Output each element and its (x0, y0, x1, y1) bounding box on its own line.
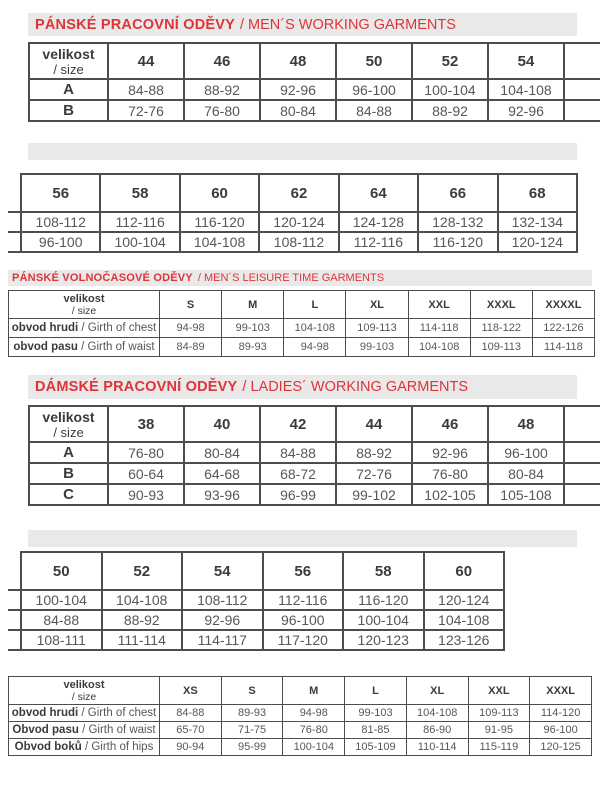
table-ladies-working-sizes-38-48 (28, 405, 600, 506)
size-range-cell: 92-96 (182, 610, 263, 630)
size-range-cell: 104-108 (180, 232, 259, 252)
size-range-cell: 95-99 (221, 739, 283, 756)
size-range-cell: 80-84 (260, 100, 336, 121)
row-label: B (29, 100, 108, 121)
section-header-mens-working (28, 13, 577, 36)
clipped-column (564, 442, 600, 463)
size-range-cell: 65-70 (160, 722, 222, 739)
size-range-cell: 120-125 (530, 739, 592, 756)
section-title-czech: DÁMSKÉ PRACOVNÍ ODĚVY (35, 379, 238, 395)
row-label: A (29, 79, 108, 100)
column-header: 64 (339, 174, 418, 212)
size-range-cell: 104-108 (408, 338, 470, 357)
size-range-cell: 84-89 (160, 338, 222, 357)
corner-cell (9, 291, 160, 319)
corner-label-czech: velikost (42, 45, 95, 62)
column-header: 40 (184, 406, 260, 442)
clipped-stub-cell (8, 212, 21, 232)
clipped-column (564, 406, 600, 442)
size-range-cell: 99-103 (345, 705, 407, 722)
size-range-cell: 120-124 (259, 212, 338, 232)
measurement-label-english: / Girth of waist (77, 341, 155, 353)
table-row (8, 610, 504, 630)
size-range-cell: 64-68 (184, 463, 260, 484)
clipped-column (564, 463, 600, 484)
measurement-label (9, 705, 160, 722)
size-range-cell: 84-88 (260, 442, 336, 463)
size-range-cell: 123-126 (424, 630, 505, 650)
size-range-cell: 105-108 (488, 484, 564, 505)
size-range-cell: 112-116 (100, 212, 179, 232)
size-range-cell: 96-99 (260, 484, 336, 505)
column-header: 46 (184, 43, 260, 79)
size-range-cell: 109-113 (346, 319, 408, 338)
column-header: 58 (343, 552, 424, 590)
column-header: M (222, 291, 284, 319)
column-header: M (283, 677, 345, 705)
column-header: 42 (260, 406, 336, 442)
table-row (9, 739, 592, 756)
size-range-cell: 100-104 (100, 232, 179, 252)
size-range-cell: 100-104 (21, 590, 102, 610)
size-range-cell: 104-108 (102, 590, 183, 610)
size-range-cell: 92-96 (488, 100, 564, 121)
size-range-cell: 100-104 (343, 610, 424, 630)
size-range-cell: 118-122 (470, 319, 532, 338)
column-header: 60 (424, 552, 505, 590)
size-range-cell: 111-114 (102, 630, 183, 650)
column-header: 48 (488, 406, 564, 442)
table-mens-working-sizes-44-54 (28, 42, 600, 122)
size-range-cell: 99-103 (346, 338, 408, 357)
size-range-cell: 92-96 (260, 79, 336, 100)
size-range-cell: 76-80 (184, 100, 260, 121)
size-range-cell: 76-80 (283, 722, 345, 739)
table-row (29, 463, 600, 484)
corner-label-english: / size (53, 61, 84, 77)
size-range-cell: 89-93 (221, 705, 283, 722)
size-range-cell: 88-92 (412, 100, 488, 121)
size-range-cell: 100-104 (283, 739, 345, 756)
clipped-stub-cell (8, 590, 21, 610)
column-header: 44 (336, 406, 412, 442)
size-range-cell: 128-132 (418, 212, 497, 232)
separator-band-ladies (28, 530, 577, 547)
clipped-stub-cell (8, 174, 21, 212)
size-range-cell: 122-126 (532, 319, 594, 338)
size-range-cell: 96-100 (336, 79, 412, 100)
measurement-label-english: / Girth of chest (78, 707, 157, 719)
size-range-cell: 86-90 (406, 722, 468, 739)
header-row (8, 174, 577, 212)
size-range-cell: 99-102 (336, 484, 412, 505)
header-row (8, 552, 504, 590)
size-range-cell: 99-103 (222, 319, 284, 338)
size-range-cell: 94-98 (284, 338, 346, 357)
measurement-label-english: / Girth of chest (78, 322, 157, 334)
measurement-label (9, 739, 160, 756)
size-range-cell: 116-120 (418, 232, 497, 252)
clipped-column (564, 100, 600, 121)
column-header: 58 (100, 174, 179, 212)
column-header: 66 (418, 174, 497, 212)
size-range-cell: 94-98 (160, 319, 222, 338)
column-header: XXL (408, 291, 470, 319)
size-range-cell: 109-113 (470, 338, 532, 357)
size-range-cell: 104-108 (488, 79, 564, 100)
column-header: 56 (21, 174, 100, 212)
size-range-cell: 116-120 (343, 590, 424, 610)
header-row (29, 406, 600, 442)
size-range-cell: 104-108 (284, 319, 346, 338)
column-header: XXXXL (532, 291, 594, 319)
size-range-cell: 76-80 (412, 463, 488, 484)
row-label: C (29, 484, 108, 505)
size-range-cell: 84-88 (108, 79, 184, 100)
section-title-english: / MEN´S WORKING GARMENTS (240, 16, 456, 33)
column-header: 38 (108, 406, 184, 442)
column-header: 52 (102, 552, 183, 590)
size-range-cell: 108-112 (21, 212, 100, 232)
clipped-column (564, 79, 600, 100)
corner-label-english: / size (53, 424, 84, 440)
size-range-cell: 88-92 (336, 442, 412, 463)
corner-label-czech: velikost (63, 292, 105, 305)
table-row (29, 100, 600, 121)
size-range-cell: 114-120 (530, 705, 592, 722)
measurement-label (9, 338, 160, 357)
column-header: 52 (412, 43, 488, 79)
size-range-cell: 109-113 (468, 705, 530, 722)
size-range-cell: 115-119 (468, 739, 530, 756)
size-range-cell: 117-120 (263, 630, 344, 650)
clipped-stub-cell (8, 552, 21, 590)
corner-label-english: / size (71, 304, 97, 317)
size-range-cell: 89-93 (222, 338, 284, 357)
table-row (9, 338, 595, 357)
section-title-czech: PÁNSKÉ PRACOVNÍ ODĚVY (35, 16, 235, 33)
column-header: XL (406, 677, 468, 705)
column-header: XXXL (530, 677, 592, 705)
size-range-cell: 91-95 (468, 722, 530, 739)
size-range-cell: 71-75 (221, 722, 283, 739)
column-header: 62 (259, 174, 338, 212)
size-range-cell: 93-96 (184, 484, 260, 505)
size-range-cell: 120-124 (424, 590, 505, 610)
size-range-cell: 108-111 (21, 630, 102, 650)
size-range-cell: 76-80 (108, 442, 184, 463)
corner-cell (29, 43, 108, 79)
size-range-cell: 114-117 (182, 630, 263, 650)
measurement-label-czech: Obvod pasu (12, 724, 79, 736)
table-ladies-working-sizes-50-60 (8, 551, 505, 651)
column-header: L (284, 291, 346, 319)
size-range-cell: 72-76 (108, 100, 184, 121)
corner-cell (29, 406, 108, 442)
table-row (9, 722, 592, 739)
size-range-cell: 88-92 (102, 610, 183, 630)
column-header: 46 (412, 406, 488, 442)
corner-cell (9, 677, 160, 705)
measurement-label-czech: obvod hrudi (11, 707, 79, 719)
section-title-czech: PÁNSKÉ VOLNOČASOVÉ ODĚVY (12, 272, 193, 284)
table-row (29, 442, 600, 463)
measurement-label-czech: Obvod boků (14, 741, 82, 753)
header-row (9, 291, 595, 319)
size-range-cell: 81-85 (345, 722, 407, 739)
size-range-cell: 105-109 (345, 739, 407, 756)
column-header: S (160, 291, 222, 319)
column-header: XXL (468, 677, 530, 705)
size-range-cell: 84-88 (160, 705, 222, 722)
size-range-cell: 96-100 (21, 232, 100, 252)
size-range-cell: 90-93 (108, 484, 184, 505)
size-range-cell: 114-118 (532, 338, 594, 357)
table-ladies-leisure-sizes (8, 676, 592, 756)
size-range-cell: 114-118 (408, 319, 470, 338)
section-header-mens-leisure (8, 270, 592, 286)
measurement-label-czech: obvod hrudi (11, 322, 79, 334)
table-mens-working-sizes-56-68 (8, 173, 578, 253)
measurement-label (9, 722, 160, 739)
size-range-cell: 104-108 (406, 705, 468, 722)
header-row (9, 677, 592, 705)
table-row (8, 590, 504, 610)
table-row (9, 319, 595, 338)
corner-label-czech: velikost (63, 678, 105, 691)
column-header: S (221, 677, 283, 705)
size-range-cell: 90-94 (160, 739, 222, 756)
size-range-cell: 120-124 (498, 232, 577, 252)
size-range-cell: 92-96 (412, 442, 488, 463)
column-header: XXXL (470, 291, 532, 319)
size-range-cell: 60-64 (108, 463, 184, 484)
size-range-cell: 112-116 (263, 590, 344, 610)
clipped-stub-cell (8, 610, 21, 630)
size-range-cell: 120-123 (343, 630, 424, 650)
table-row (8, 212, 577, 232)
column-header: 50 (21, 552, 102, 590)
size-range-cell: 94-98 (283, 705, 345, 722)
size-range-cell: 110-114 (406, 739, 468, 756)
measurement-label (9, 319, 160, 338)
clipped-stub-cell (8, 630, 21, 650)
column-header: 50 (336, 43, 412, 79)
measurement-label-czech: obvod pasu (13, 341, 78, 353)
column-header: 60 (180, 174, 259, 212)
row-label: B (29, 463, 108, 484)
clipped-column (564, 484, 600, 505)
column-header: XL (346, 291, 408, 319)
column-header: 54 (488, 43, 564, 79)
column-header: 54 (182, 552, 263, 590)
table-row (9, 705, 592, 722)
column-header: XS (160, 677, 222, 705)
size-range-cell: 132-134 (498, 212, 577, 232)
table-row (29, 484, 600, 505)
separator-band-mens (28, 143, 577, 160)
size-range-cell: 80-84 (488, 463, 564, 484)
table-row (8, 630, 504, 650)
size-range-cell: 96-100 (488, 442, 564, 463)
size-range-cell: 68-72 (260, 463, 336, 484)
size-range-cell: 88-92 (184, 79, 260, 100)
table-row (29, 79, 600, 100)
column-header: L (345, 677, 407, 705)
size-range-cell: 80-84 (184, 442, 260, 463)
table-mens-leisure-sizes (8, 290, 595, 357)
corner-label-english: / size (71, 690, 97, 703)
size-range-cell: 104-108 (424, 610, 505, 630)
clipped-column (564, 43, 600, 79)
size-range-cell: 124-128 (339, 212, 418, 232)
size-range-cell: 100-104 (412, 79, 488, 100)
size-range-cell: 112-116 (339, 232, 418, 252)
clipped-stub-cell (8, 232, 21, 252)
row-label: A (29, 442, 108, 463)
size-range-cell: 102-105 (412, 484, 488, 505)
header-row (29, 43, 600, 79)
corner-label-czech: velikost (42, 408, 95, 425)
section-title-english: / LADIES´ WORKING GARMENTS (242, 379, 468, 395)
column-header: 48 (260, 43, 336, 79)
column-header: 56 (263, 552, 344, 590)
section-title-english: / MEN´S LEISURE TIME GARMENTS (197, 272, 385, 284)
table-row (8, 232, 577, 252)
size-range-cell: 96-100 (263, 610, 344, 630)
measurement-label-english: / Girth of waist (78, 724, 156, 736)
section-header-ladies-working (28, 375, 577, 399)
column-header: 44 (108, 43, 184, 79)
size-range-cell: 116-120 (180, 212, 259, 232)
size-range-cell: 84-88 (336, 100, 412, 121)
size-range-cell: 84-88 (21, 610, 102, 630)
size-range-cell: 96-100 (530, 722, 592, 739)
size-range-cell: 108-112 (259, 232, 338, 252)
column-header: 68 (498, 174, 577, 212)
size-range-cell: 108-112 (182, 590, 263, 610)
size-range-cell: 72-76 (336, 463, 412, 484)
measurement-label-english: / Girth of hips (81, 741, 154, 753)
